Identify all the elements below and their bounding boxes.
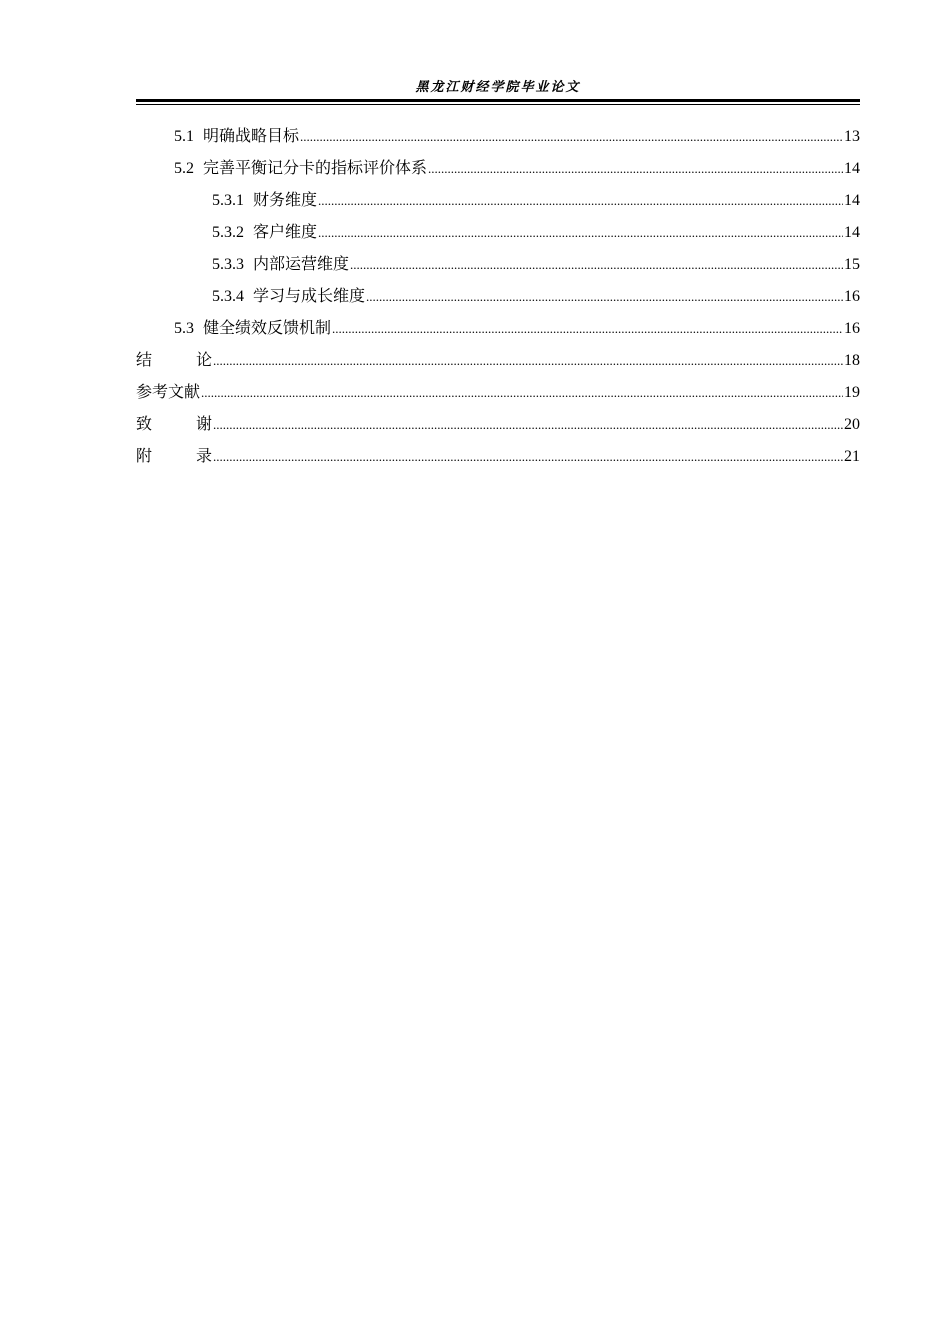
toc-leader	[318, 217, 843, 249]
toc-title: 健全绩效反馈机制	[203, 318, 332, 337]
toc-title: 明确战略目标	[203, 126, 300, 145]
header-title: 黑龙江财经学院毕业论文	[415, 80, 581, 95]
toc-title: 参考文献	[136, 382, 201, 401]
toc-title: 完善平衡记分卡的指标评价体系	[203, 158, 428, 177]
toc-leader	[332, 313, 843, 345]
toc-title: 结论	[136, 350, 212, 369]
header-rule	[136, 99, 860, 106]
toc-page-number: 16	[844, 288, 860, 305]
toc-leader	[213, 345, 843, 377]
toc-entry[interactable]	[136, 280, 860, 312]
toc-title: 财务维度	[253, 190, 318, 209]
toc-entry[interactable]	[136, 152, 860, 184]
toc-page-number: 14	[844, 224, 860, 241]
toc-entry[interactable]	[136, 344, 860, 376]
toc-page-number: 13	[844, 128, 860, 145]
toc-page-number: 16	[844, 320, 860, 337]
toc-entry[interactable]	[136, 184, 860, 216]
header-rule-thin	[136, 104, 860, 105]
toc-entry[interactable]	[136, 376, 860, 408]
toc-leader	[213, 441, 843, 473]
header-rule-thick	[136, 99, 860, 102]
toc-page-number: 20	[844, 416, 860, 433]
toc-entry[interactable]	[136, 248, 860, 280]
table-of-contents	[136, 120, 860, 472]
toc-number: 5.3.2	[212, 224, 244, 241]
toc-leader	[366, 281, 843, 313]
toc-leader	[428, 153, 843, 185]
toc-entry[interactable]	[136, 408, 860, 440]
toc-page-number: 15	[844, 256, 860, 273]
toc-number: 5.3.1	[212, 192, 244, 209]
toc-page-number: 21	[844, 448, 860, 465]
toc-title: 附录	[136, 446, 212, 465]
toc-number: 5.3	[174, 320, 194, 337]
toc-entry[interactable]	[136, 312, 860, 344]
toc-leader	[350, 249, 843, 281]
toc-title: 致谢	[136, 414, 212, 433]
toc-number: 5.3.4	[212, 288, 244, 305]
toc-entry[interactable]	[136, 120, 860, 152]
toc-leader	[318, 185, 843, 217]
toc-page-number: 14	[844, 160, 860, 177]
toc-number: 5.2	[174, 160, 194, 177]
toc-page-number: 14	[844, 192, 860, 209]
toc-entry[interactable]	[136, 216, 860, 248]
toc-page-number: 19	[844, 384, 860, 401]
toc-entry[interactable]	[136, 440, 860, 472]
toc-leader	[300, 121, 843, 153]
toc-leader	[213, 409, 843, 441]
toc-title: 内部运营维度	[253, 254, 350, 273]
toc-title: 学习与成长维度	[253, 286, 366, 305]
page-header	[136, 78, 860, 98]
toc-number: 5.3.3	[212, 256, 244, 273]
toc-title: 客户维度	[253, 222, 318, 241]
toc-leader	[201, 377, 843, 409]
toc-number: 5.1	[174, 128, 194, 145]
toc-page-number: 18	[844, 352, 860, 369]
